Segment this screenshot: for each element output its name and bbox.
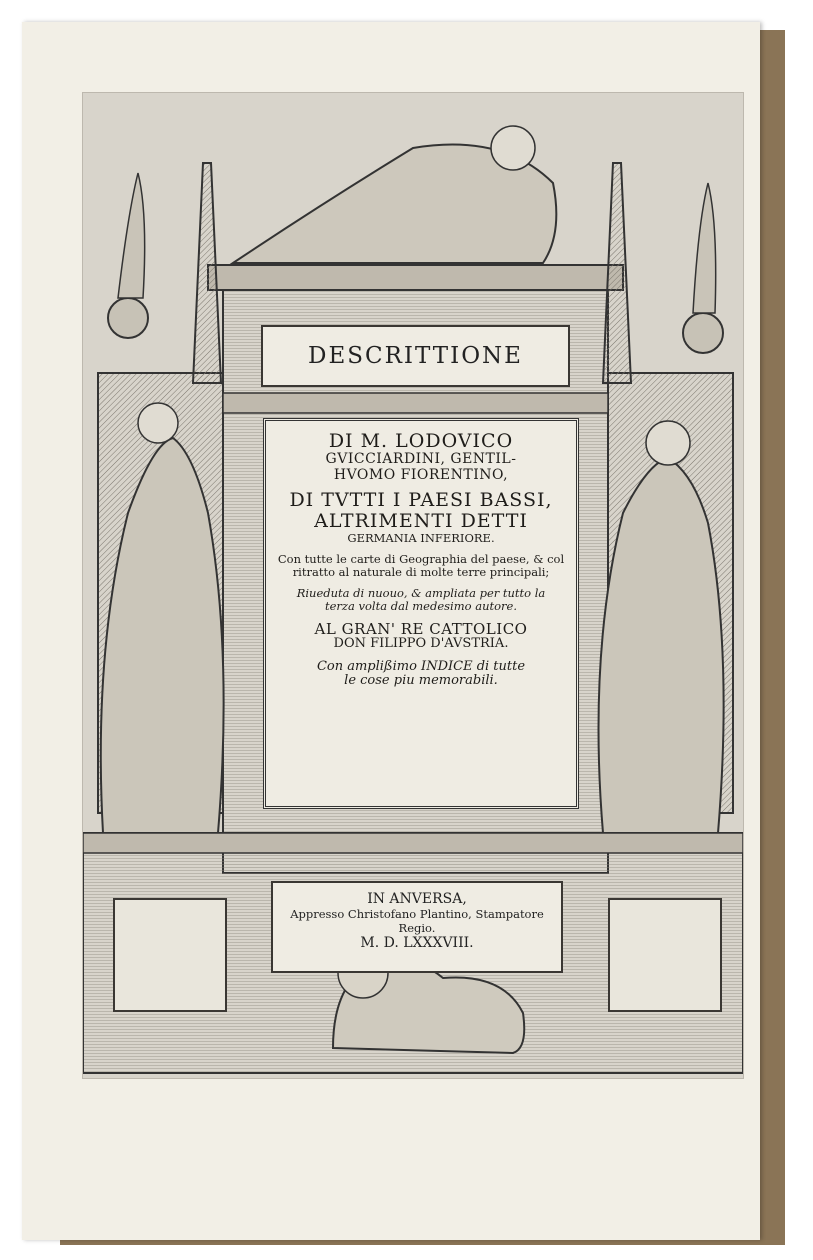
contents-line-1: Con tutte le carte di Geographia del paese, & col — [277, 552, 565, 567]
title-panel — [263, 418, 579, 809]
engraved-frontispiece — [82, 92, 744, 1079]
imprint-date: M. D. LXXXVIII. — [360, 935, 474, 951]
left-obelisk — [193, 163, 221, 383]
title-word: DESCRITTIONE — [308, 343, 523, 369]
edition-line-1: Riueduta di nuouo, & ampliata per tutto la — [296, 585, 546, 600]
author-line-3: HVOMO FIORENTINO, — [333, 466, 509, 483]
right-obelisk — [603, 163, 631, 383]
author-line-2: GVICCIARDINI, GENTIL- — [325, 451, 517, 468]
subject-line-2: ALTRIMENTI DETTI — [314, 509, 528, 532]
edition-line-2: terza volta dal medesimo autore. — [325, 598, 517, 613]
contents-line-2: ritratto al naturale di molte terre principali; — [292, 564, 550, 579]
imprint-printer: Appresso Christofano Plantino, Stampatore Regio. — [290, 907, 544, 935]
imprint-place: IN ANVERSA, — [367, 891, 467, 907]
subject-line-1: DI TVTTI I PAESI BASSI, — [289, 488, 553, 511]
dedication-line-2: DON FILIPPO D'AVSTRIA. — [333, 636, 509, 652]
ships-scene-vignette — [608, 898, 722, 1012]
title-cartouche — [261, 325, 570, 387]
imprint-cartouche — [271, 881, 563, 973]
plowing-scene-vignette — [113, 898, 227, 1012]
author-line-1: DI M. LODOVICO — [328, 430, 514, 452]
subject-line-3: GERMANIA INFERIORE. — [347, 531, 495, 546]
dedication-line-1: AL GRAN' RE CATTOLICO — [314, 619, 528, 638]
book-page — [22, 22, 760, 1240]
index-line-1: Con amplißimo INDICE di tutte — [316, 658, 526, 674]
index-line-2: le cose piu memorabili. — [344, 673, 498, 689]
